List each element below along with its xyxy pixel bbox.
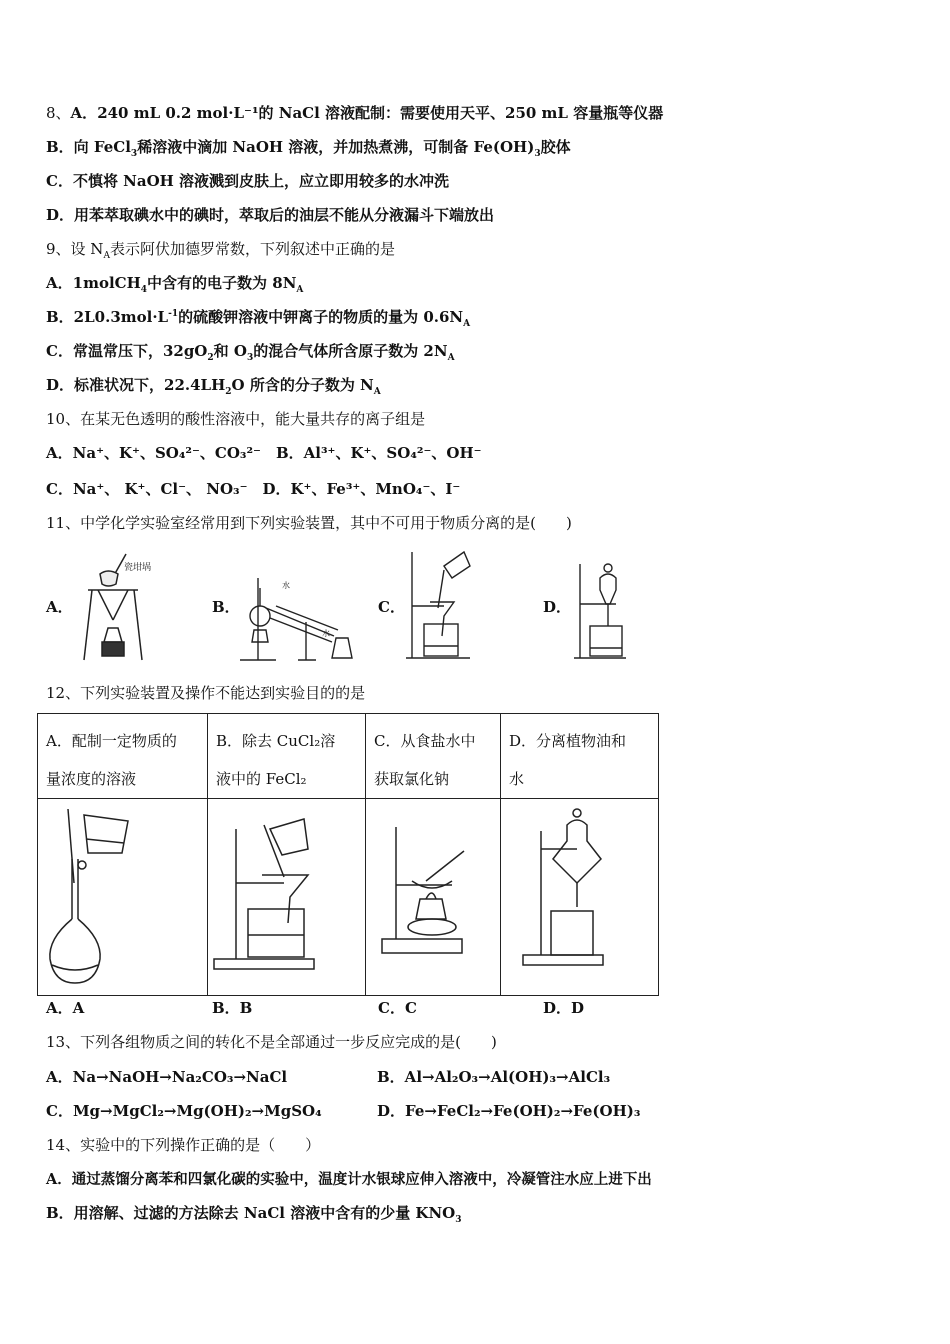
- filtration-apparatus-icon: [404, 546, 474, 662]
- q12-answer-c: C．C: [378, 999, 417, 1017]
- q12-answer-d: D．D: [543, 999, 585, 1017]
- q12-header-d-l2: 水: [509, 770, 525, 788]
- q14-option-b: [46, 1202, 462, 1225]
- q12-header-b: [208, 714, 366, 799]
- q8-b-sub: 3: [130, 149, 138, 159]
- q8-a-text: 240 mL 0.2 mol·L⁻¹的 NaCl 溶液配制：需要使用天平、250 mL 容量瓶等仪器: [97, 104, 664, 122]
- q8-option-a: [46, 102, 663, 123]
- q10-stem: 10、在某无色透明的酸性溶液中，能大量共存的离子组是: [46, 410, 426, 428]
- q8-option-b: [46, 136, 571, 159]
- q11-opt-b-label: B．: [212, 598, 240, 616]
- q12-figure-b: [208, 799, 366, 996]
- q12-stem: 12、下列实验装置及操作不能达到实验目的的是: [46, 684, 366, 702]
- q12-figure-d: [501, 799, 659, 996]
- q8-b-sub2: 3: [534, 149, 541, 159]
- q11-opt-c-label: C．: [378, 598, 405, 616]
- q9-d-1: D．标准状况下，22.4LH: [46, 376, 226, 394]
- q12-answer-b: B．B: [212, 999, 253, 1017]
- q12-header-a: [38, 714, 208, 799]
- q9-option-b: [46, 306, 470, 329]
- q14-b-1: B．用溶解、过滤的方法除去 NaCl 溶液中含有的少量 KNO: [46, 1204, 456, 1222]
- q9-a-2: 中含有的电子数为 8N: [147, 274, 297, 292]
- q12-table: [37, 713, 659, 996]
- q12-figure-a: [38, 799, 208, 996]
- q13-option-b: B．Al→Al₂O₃→Al(OH)₃→AlCl₃: [377, 1068, 611, 1086]
- q12-figure-c: [366, 799, 501, 996]
- q14-stem: 14、实验中的下列操作正确的是（ ）: [46, 1136, 321, 1154]
- q12-header-b-l2: 液中的 FeCl₂: [216, 770, 307, 788]
- crucible-apparatus-icon: [78, 550, 168, 662]
- q9-c-3: 的混合气体所含原子数为 2N: [253, 342, 448, 360]
- q9-a-sub: 4: [140, 285, 148, 295]
- q8-number: 8、: [46, 104, 71, 122]
- distillation-apparatus-icon: [236, 574, 360, 664]
- q8-option-d: D．用苯萃取碘水中的碘时，萃取后的油层不能从分液漏斗下端放出: [46, 206, 495, 224]
- q9-d-2: O 所含的分子数为 N: [231, 376, 374, 394]
- q13-stem: 13、下列各组物质之间的转化不是全部通过一步反应完成的是( ): [46, 1033, 497, 1051]
- water-in-label: 水: [282, 581, 290, 590]
- q9-c-sub3: A: [447, 353, 455, 363]
- filtration-setup-icon: [208, 799, 365, 995]
- q12-header-d: [501, 714, 659, 799]
- q12-header-a-l1: A．配制一定物质的: [46, 732, 177, 750]
- q12-answer-a: A．A: [46, 999, 85, 1017]
- q13-option-a: A．Na→NaOH→Na₂CO₃→NaCl: [46, 1068, 288, 1086]
- q9-d-sub2: A: [373, 387, 381, 397]
- q9-b-sup: -1: [168, 309, 179, 319]
- q9-b-sub: A: [463, 319, 471, 329]
- q8-a-prefix: A．: [70, 104, 98, 122]
- q12-header-d-l1: D．分离植物油和: [509, 732, 627, 750]
- q11-fig-a: [78, 550, 168, 662]
- q9-a-sub2: A: [296, 285, 304, 295]
- q11-opt-d-label: D．: [543, 598, 572, 616]
- q8-option-c: C．不慎将 NaOH 溶液溅到皮肤上，应立即用较多的水冲洗: [46, 172, 450, 190]
- q9-c-sub: 2: [207, 353, 214, 363]
- q9-stem-1: 9、设 N: [46, 240, 104, 258]
- q9-stem-sub: A: [103, 251, 110, 261]
- q11-fig-c: [404, 546, 474, 662]
- q10-options-ab: A．Na⁺、K⁺、SO₄²⁻、CO₃²⁻ B．Al³⁺、K⁺、SO₄²⁻、OH⁻: [46, 444, 482, 462]
- q10-options-cd: C．Na⁺、 K⁺、Cl⁻、 NO₃⁻ D．K⁺、Fe³⁺、MnO₄⁻、I⁻: [46, 480, 461, 498]
- water-out-label: 水: [322, 629, 330, 638]
- volumetric-flask-icon: [38, 799, 207, 995]
- separatory-funnel-icon: [570, 558, 630, 662]
- q9-c-1: C．常温常压下，32gO: [46, 342, 208, 360]
- q9-option-a: [46, 272, 303, 295]
- q8-b-text1: B．向 FeCl: [46, 138, 131, 156]
- q9-d-sub: 2: [225, 387, 232, 397]
- q14-b-sub: 3: [455, 1215, 462, 1225]
- q9-b-2: 的硫酸钾溶液中钾离子的物质的量为 0.6N: [178, 308, 464, 326]
- evaporation-setup-icon: [366, 799, 500, 995]
- crucible-label: 瓷坩埚: [124, 563, 152, 573]
- q14-option-a: A．通过蒸馏分离苯和四氯化碳的实验中，温度计水银球应伸入溶液中，冷凝管注水应上进下出: [46, 1171, 652, 1188]
- q8-b-text3: 胶体: [540, 138, 571, 156]
- q13-option-c: C．Mg→MgCl₂→Mg(OH)₂→MgSO₄: [46, 1102, 322, 1120]
- q9-c-sub2: 3: [246, 353, 254, 363]
- q11-fig-b: [236, 574, 360, 664]
- q9-a-1: A．1molCH: [46, 274, 141, 292]
- q11-opt-a-label: A．: [46, 598, 73, 616]
- q12-header-c-l1: C．从食盐水中: [374, 732, 476, 750]
- q9-stem-2: 表示阿伏加德罗常数，下列叙述中正确的是: [109, 240, 395, 258]
- q9-b-1: B．2L0.3mol·L: [46, 308, 169, 326]
- q11-fig-d: [570, 558, 630, 662]
- q12-header-b-l1: B．除去 CuCl₂溶: [216, 732, 336, 750]
- q9-option-c: [46, 340, 455, 363]
- q9-option-d: [46, 374, 381, 397]
- separating-funnel-setup-icon: [501, 799, 658, 995]
- q11-stem: 11、中学化学实验室经常用到下列实验装置，其中不可用于物质分离的是( ): [46, 514, 572, 532]
- q12-header-c: [366, 714, 501, 799]
- q9-stem: [46, 238, 395, 261]
- q12-header-a-l2: 量浓度的溶液: [46, 770, 137, 788]
- q8-b-text2: 稀溶液中滴加 NaOH 溶液，并加热煮沸，可制备 Fe(OH): [137, 138, 535, 156]
- q13-option-d: D．Fe→FeCl₂→Fe(OH)₂→Fe(OH)₃: [377, 1102, 641, 1120]
- q9-c-2: 和 O: [213, 342, 247, 360]
- q12-header-c-l2: 获取氯化钠: [374, 770, 450, 788]
